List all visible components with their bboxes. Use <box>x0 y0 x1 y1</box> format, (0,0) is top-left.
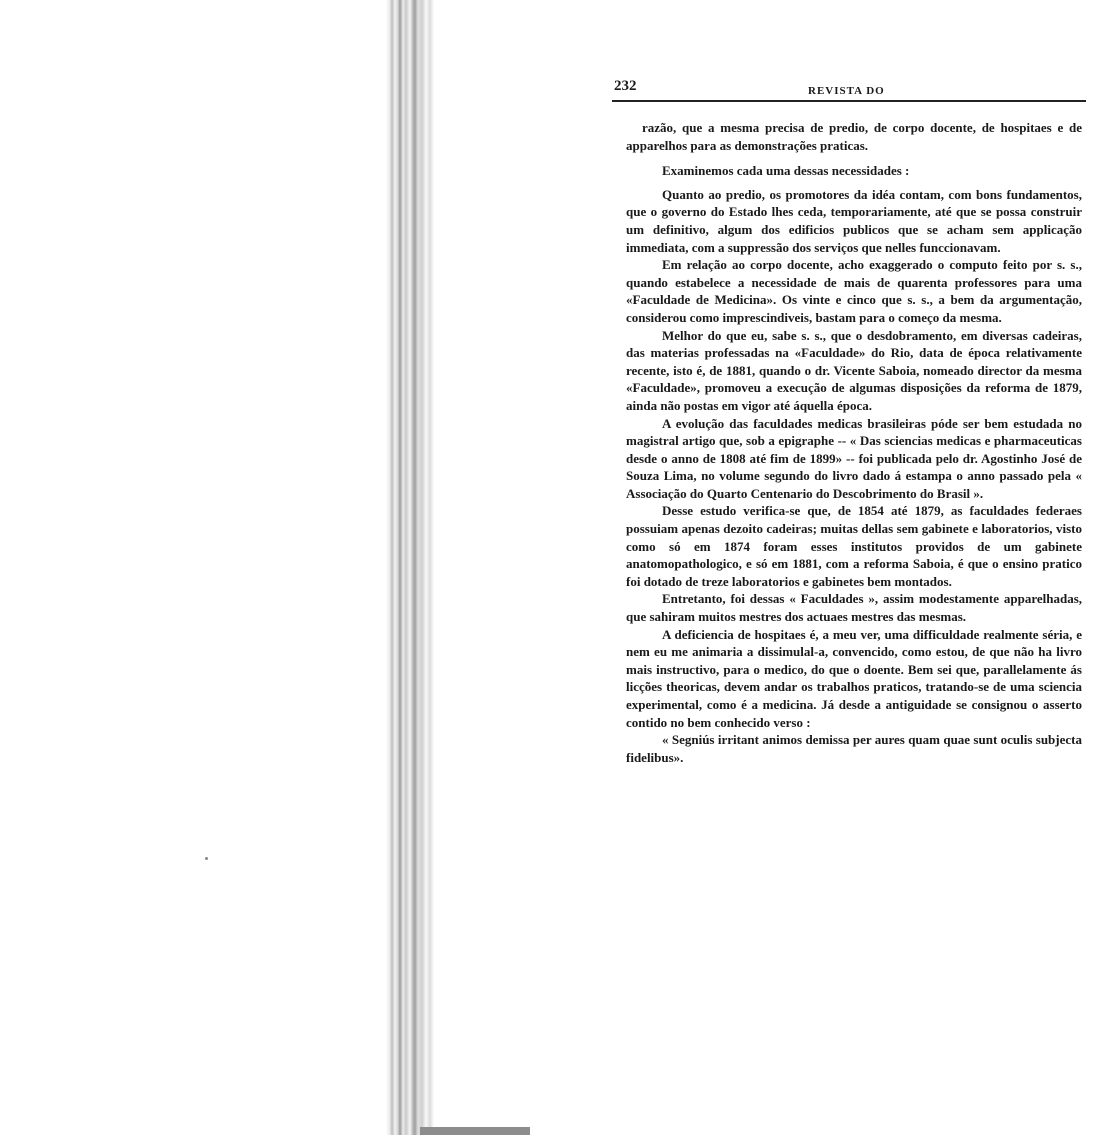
paragraph: Desse estudo verifica-se que, de 1854 até 1879, as faculdades federaes possuiam apenas dezoito cadeiras; muitas dellas sem gabinete e laboratorios, visto como só em 1874 foram esses institutos providos de um gabinete anatomopathologico, e só em 1881, com a reforma Saboia, é que o ensino pratico foi dotado de treze laboratorios e gabinetes bem montados. <box>626 503 1082 589</box>
page-header <box>612 78 1086 102</box>
running-head: REVISTA DO <box>808 85 885 97</box>
page-number: 232 <box>614 78 637 94</box>
scan-speck <box>205 857 208 860</box>
paragraph: Em relação ao corpo docente, acho exaggerado o computo feito por s. s., quando estabelece a necessidade de mais de quarenta professores para uma «Faculdade de Medicina». Os vinte e cinco que s. s., a bem da argumentação, considerou como imprescindiveis, bastam para o começo da mesma. <box>626 257 1082 325</box>
paragraph: Examinemos cada uma dessas necessidades : <box>662 163 910 179</box>
paragraph: A evolução das faculdades medicas brasileiras póde ser bem estudada no magistral artigo que, sob a epigraphe -- « Das sciencias medicas e pharmaceuticas desde o anno de 1808 até fim de 1899» -- foi publicada pelo dr. Agostinho José de Souza Lima, no volume segundo do livro dado á estampa o anno passado pela « Associação do Quarto Centenario do Descobrimento do Brasil ». <box>626 415 1082 501</box>
gutter-shadow <box>420 1127 530 1135</box>
paragraph: Entretanto, foi dessas « Faculdades », assim modestamente apparelhadas, que sahiram muitos mestres dos actuaes mestres das mesmas. <box>626 591 1082 625</box>
book-binding-gutter <box>386 0 434 1135</box>
latin-quote: « Segniús irritant animos demissa per aures quam quae sunt oculis subjecta fidelibus». <box>626 732 1082 765</box>
paragraph: A deficiencia de hospitaes é, a meu ver, uma difficuldade realmente séria, e nem eu me animaria a dissimulal-a, convencido, como estou, de que não ha livro mais instructivo, para o medico, do que o doente. Bem sei que, parallelamente ás licções theoricas, devem andar os trabalhos praticos, tratando-se de uma sciencia experimental, como é a medicina. Já desde a antiguidade se consignou o asserto contido no bem conhecido verso : <box>626 626 1082 730</box>
paragraph: Melhor do que eu, sabe s. s., que o desdobramento, em diversas cadeiras, das materias professadas na «Faculdade» do Rio, data de época relativamente recente, isto é, de 1881, quando o dr. Vicente Saboia, nomeado director da mesma «Faculdade», promoveu a execução de algumas disposições da reforma de 1879, ainda não postas em vigor até áquella época. <box>626 327 1082 413</box>
paragraph: Quanto ao predio, os promotores da idéa contam, com bons fundamentos, que o governo do Estado lhes ceda, temporariamente, até que se possa construir um definitivo, algum dos edificios publicos que se acham sem applicação immediata, com a suppressão dos serviços que nelles funccionavam. <box>626 186 1082 255</box>
paragraph: razão, que a mesma precisa de predio, de corpo docente, de hospitaes e de apparelhos para as demonstrações praticas. <box>626 120 1082 153</box>
page-body <box>626 119 1082 766</box>
